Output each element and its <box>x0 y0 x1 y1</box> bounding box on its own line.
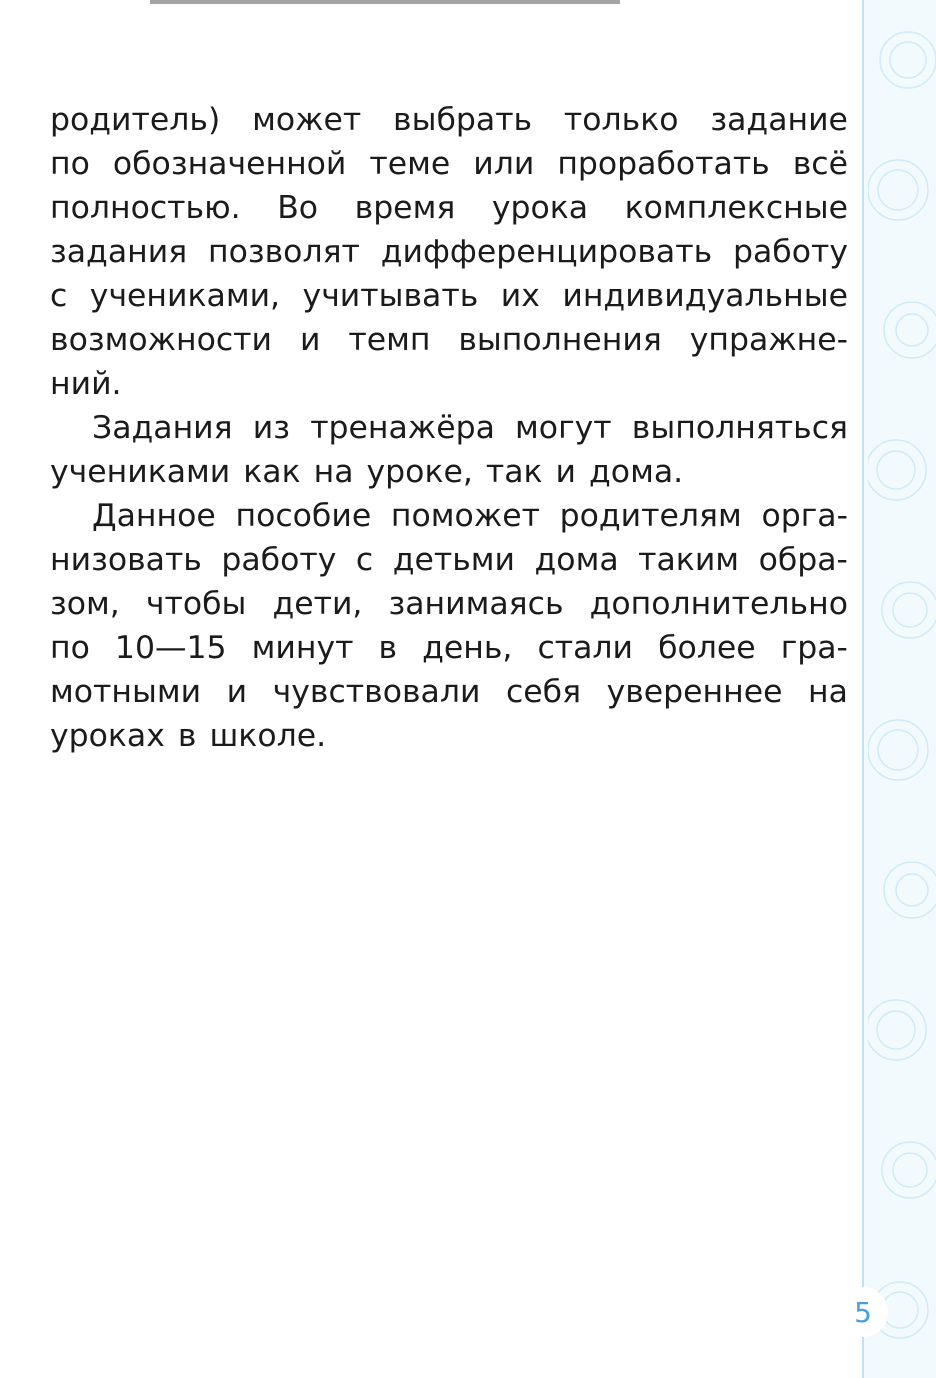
text-line <box>50 582 848 626</box>
text-line <box>50 626 848 670</box>
word: зом, <box>50 586 120 622</box>
word: из <box>252 410 291 446</box>
word: день, <box>422 630 513 666</box>
word: уроке, <box>366 454 473 490</box>
word: тренажёра <box>310 410 495 446</box>
word: урока <box>491 190 589 226</box>
word: 10—15 <box>114 630 227 666</box>
word: задания <box>50 234 188 270</box>
word: и <box>299 322 321 358</box>
word: комплексные <box>624 190 848 226</box>
text-line <box>50 406 848 450</box>
page-number: 5 <box>854 1295 872 1329</box>
text-line <box>50 450 848 494</box>
word: выполняться <box>631 410 848 446</box>
word: на <box>808 674 848 710</box>
word: всё <box>792 146 848 182</box>
word: чувствовали <box>272 674 481 710</box>
word: себя <box>505 674 582 710</box>
word: учениками, <box>89 278 281 314</box>
word: задание <box>710 102 848 138</box>
word: уроках <box>50 718 165 754</box>
text-line <box>50 318 848 362</box>
word: обозначенной <box>112 146 347 182</box>
text-line <box>50 230 848 274</box>
swirl-pattern <box>868 0 936 1378</box>
word: дети, <box>272 586 363 622</box>
word: дополнительно <box>589 586 848 622</box>
word: школе. <box>209 718 327 754</box>
word: теме <box>369 146 451 182</box>
text-line <box>50 142 848 186</box>
word: или <box>473 146 535 182</box>
word: родителям <box>559 498 742 534</box>
word: по <box>50 630 90 666</box>
word: и <box>226 674 248 710</box>
text-line <box>50 714 848 758</box>
word: темп <box>348 322 431 358</box>
word: минут <box>251 630 354 666</box>
word: индивидуальные <box>562 278 848 314</box>
word: дома <box>534 542 619 578</box>
body-text <box>50 98 848 758</box>
word: могут <box>515 410 612 446</box>
word: стали <box>537 630 634 666</box>
paragraph-2 <box>50 406 848 494</box>
word: выполнения <box>458 322 662 358</box>
word: Во <box>277 190 319 226</box>
word: таким <box>638 542 740 578</box>
word: учитывать <box>302 278 479 314</box>
word: родитель) <box>50 102 221 138</box>
word: более <box>658 630 756 666</box>
text-line <box>50 274 848 318</box>
word: возможности <box>50 322 273 358</box>
word: занимаясь <box>388 586 564 622</box>
text-line <box>50 494 848 538</box>
word: ний. <box>50 366 122 402</box>
word: время <box>354 190 456 226</box>
word: с <box>50 278 68 314</box>
word: с <box>355 542 374 578</box>
word: дома. <box>589 454 684 490</box>
text-line <box>50 186 848 230</box>
word: пособие <box>235 498 372 534</box>
word: Задания <box>92 410 233 446</box>
word: работу <box>221 542 337 578</box>
word: их <box>500 278 540 314</box>
word: гра- <box>780 630 848 666</box>
word: выбрать <box>393 102 533 138</box>
text-line <box>50 538 848 582</box>
decorative-margin <box>862 0 936 1378</box>
word: детьми <box>392 542 516 578</box>
paragraph-1 <box>50 98 848 406</box>
word: как <box>243 454 301 490</box>
word: орга- <box>761 498 848 534</box>
word: учениками <box>50 454 231 490</box>
paragraph-3 <box>50 494 848 758</box>
word: только <box>563 102 679 138</box>
word: полностью. <box>50 190 241 226</box>
margin-border-line <box>862 0 864 1378</box>
word: мотными <box>50 674 202 710</box>
word: работу <box>732 234 848 270</box>
word: увереннее <box>606 674 783 710</box>
page-number-badge <box>838 1287 888 1337</box>
text-line <box>50 670 848 714</box>
word: поможет <box>390 498 540 534</box>
word: на <box>313 454 354 490</box>
word: обра- <box>758 542 848 578</box>
word: позволят <box>207 234 360 270</box>
word: дифференцировать <box>380 234 713 270</box>
word: чтобы <box>145 586 247 622</box>
word: по <box>50 146 90 182</box>
word: упражне- <box>689 322 848 358</box>
word: Данное <box>92 498 216 534</box>
word: проработать <box>557 146 770 182</box>
word: низовать <box>50 542 202 578</box>
text-line <box>50 362 848 406</box>
word: в <box>177 718 197 754</box>
word: так <box>485 454 543 490</box>
word: и <box>555 454 577 490</box>
text-line <box>50 98 848 142</box>
top-rule <box>150 0 620 4</box>
word: в <box>378 630 398 666</box>
word: может <box>252 102 362 138</box>
